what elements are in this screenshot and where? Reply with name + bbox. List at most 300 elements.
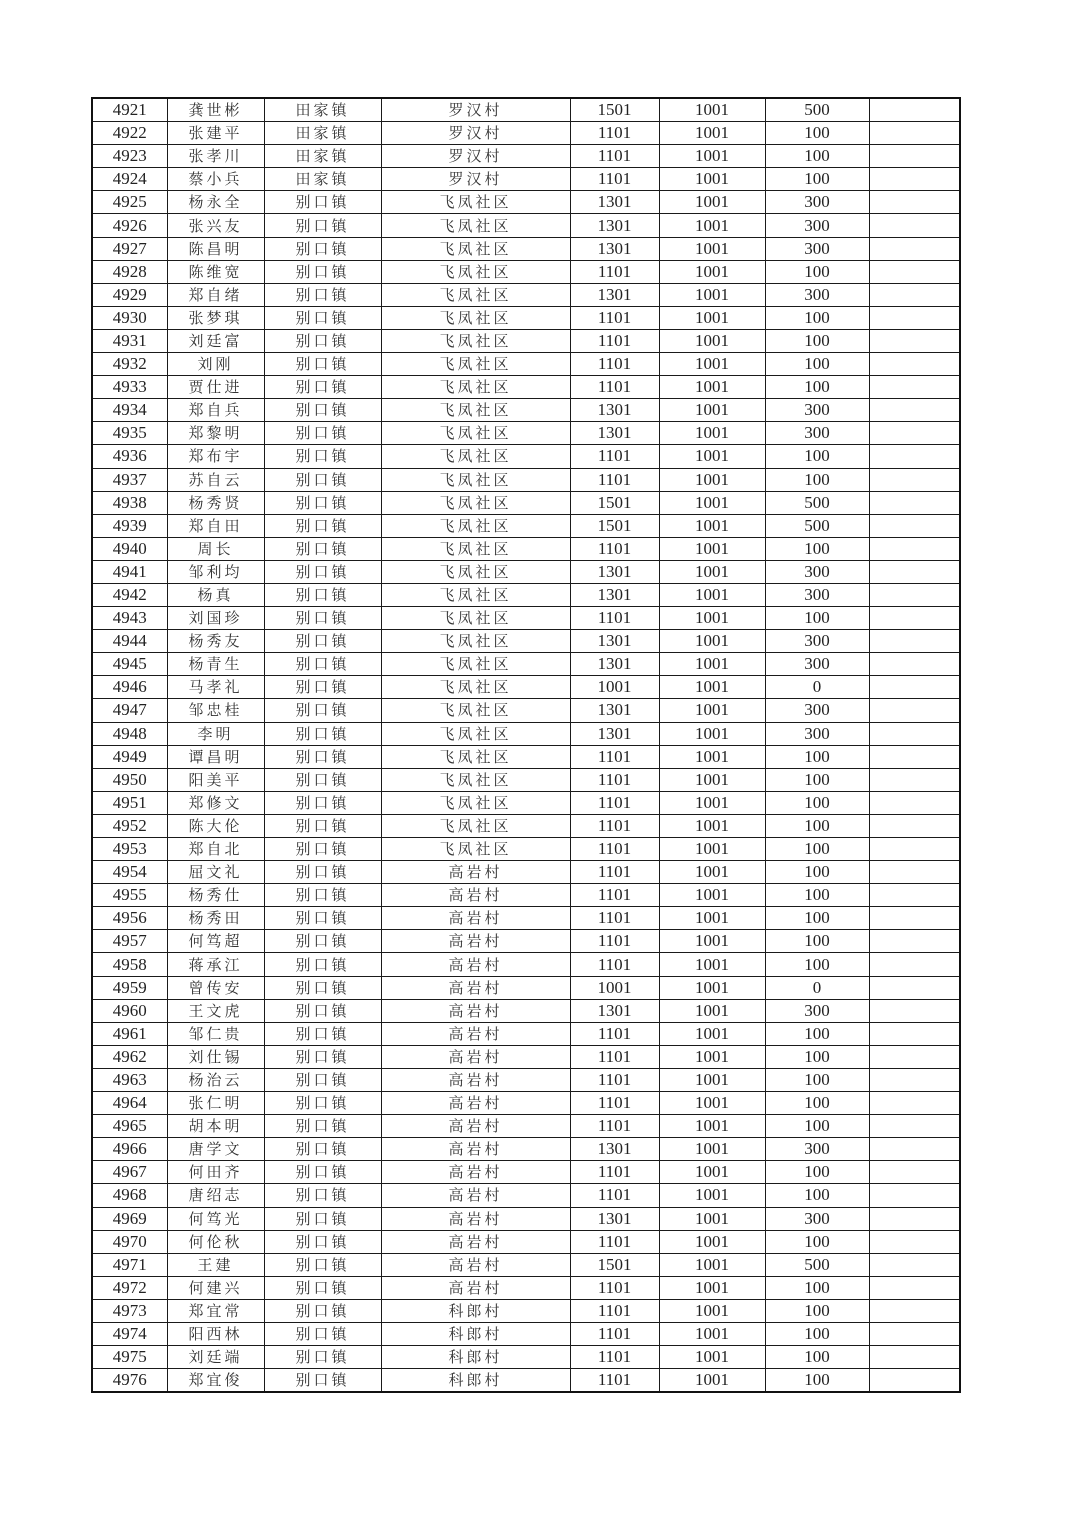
- cell-town: 别口镇: [264, 1161, 381, 1184]
- cell-code-a: 1301: [570, 237, 659, 260]
- cell-code-a: 1101: [570, 838, 659, 861]
- cell-name: 周长: [167, 537, 264, 560]
- cell-id: 4961: [92, 1022, 167, 1045]
- cell-name: 刘国珍: [167, 607, 264, 630]
- cell-remark: [869, 260, 960, 283]
- cell-village: 飞凤社区: [381, 768, 570, 791]
- cell-town: 别口镇: [264, 583, 381, 606]
- cell-town: 田家镇: [264, 122, 381, 145]
- cell-remark: [869, 745, 960, 768]
- table-row: [92, 168, 960, 191]
- cell-village: 飞凤社区: [381, 745, 570, 768]
- cell-code-b: 1001: [659, 399, 765, 422]
- cell-code-b: 1001: [659, 999, 765, 1022]
- cell-name: 杨秀仕: [167, 884, 264, 907]
- cell-village: 飞凤社区: [381, 722, 570, 745]
- cell-name: 杨秀友: [167, 630, 264, 653]
- cell-village: 飞凤社区: [381, 814, 570, 837]
- cell-name: 李明: [167, 722, 264, 745]
- cell-code-a: 1101: [570, 930, 659, 953]
- table-row: [92, 745, 960, 768]
- cell-remark: [869, 838, 960, 861]
- cell-id: 4950: [92, 768, 167, 791]
- cell-remark: [869, 214, 960, 237]
- cell-village: 飞凤社区: [381, 514, 570, 537]
- table-row: [92, 560, 960, 583]
- cell-id: 4921: [92, 98, 167, 122]
- cell-code-b: 1001: [659, 1276, 765, 1299]
- cell-code-b: 1001: [659, 884, 765, 907]
- cell-town: 别口镇: [264, 1322, 381, 1345]
- cell-town: 别口镇: [264, 607, 381, 630]
- cell-name: 张孝川: [167, 145, 264, 168]
- cell-village: 高岩村: [381, 930, 570, 953]
- cell-village: 飞凤社区: [381, 560, 570, 583]
- cell-town: 别口镇: [264, 676, 381, 699]
- cell-village: 高岩村: [381, 1230, 570, 1253]
- cell-code-a: 1301: [570, 191, 659, 214]
- table-row: [92, 237, 960, 260]
- cell-village: 飞凤社区: [381, 653, 570, 676]
- cell-id: 4926: [92, 214, 167, 237]
- cell-code-b: 1001: [659, 930, 765, 953]
- cell-name: 蔡小兵: [167, 168, 264, 191]
- cell-id: 4951: [92, 791, 167, 814]
- cell-code-b: 1001: [659, 1138, 765, 1161]
- cell-amount: 100: [765, 884, 869, 907]
- cell-town: 别口镇: [264, 353, 381, 376]
- cell-remark: [869, 329, 960, 352]
- cell-town: 别口镇: [264, 1138, 381, 1161]
- cell-name: 郑布宇: [167, 445, 264, 468]
- cell-code-a: 1101: [570, 861, 659, 884]
- cell-name: 郑自田: [167, 514, 264, 537]
- cell-code-a: 1101: [570, 168, 659, 191]
- cell-amount: 100: [765, 953, 869, 976]
- cell-remark: [869, 283, 960, 306]
- cell-name: 邹忠桂: [167, 699, 264, 722]
- table-row: [92, 1299, 960, 1322]
- cell-village: 飞凤社区: [381, 838, 570, 861]
- cell-code-a: 1301: [570, 583, 659, 606]
- cell-name: 唐学文: [167, 1138, 264, 1161]
- cell-town: 别口镇: [264, 191, 381, 214]
- cell-remark: [869, 768, 960, 791]
- cell-code-b: 1001: [659, 838, 765, 861]
- table-row: [92, 861, 960, 884]
- cell-amount: 100: [765, 329, 869, 352]
- table-row: [92, 722, 960, 745]
- table-row: [92, 98, 960, 122]
- cell-code-b: 1001: [659, 1207, 765, 1230]
- cell-town: 别口镇: [264, 1369, 381, 1393]
- cell-name: 郑宜常: [167, 1299, 264, 1322]
- cell-remark: [869, 1322, 960, 1345]
- cell-remark: [869, 168, 960, 191]
- cell-code-a: 1101: [570, 953, 659, 976]
- cell-village: 飞凤社区: [381, 399, 570, 422]
- cell-code-b: 1001: [659, 422, 765, 445]
- cell-id: 4927: [92, 237, 167, 260]
- cell-id: 4968: [92, 1184, 167, 1207]
- table-row: [92, 445, 960, 468]
- cell-amount: 0: [765, 976, 869, 999]
- cell-code-b: 1001: [659, 583, 765, 606]
- cell-code-a: 1101: [570, 884, 659, 907]
- cell-remark: [869, 1299, 960, 1322]
- cell-id: 4925: [92, 191, 167, 214]
- cell-name: 刘仕锡: [167, 1045, 264, 1068]
- cell-amount: 100: [765, 1276, 869, 1299]
- table-row: [92, 491, 960, 514]
- table-row: [92, 145, 960, 168]
- table-row: [92, 122, 960, 145]
- cell-name: 郑宜俊: [167, 1369, 264, 1393]
- cell-name: 王文虎: [167, 999, 264, 1022]
- cell-village: 高岩村: [381, 907, 570, 930]
- cell-code-b: 1001: [659, 168, 765, 191]
- cell-code-a: 1101: [570, 1184, 659, 1207]
- cell-village: 高岩村: [381, 999, 570, 1022]
- cell-town: 别口镇: [264, 814, 381, 837]
- cell-amount: 100: [765, 607, 869, 630]
- cell-id: 4972: [92, 1276, 167, 1299]
- cell-town: 田家镇: [264, 168, 381, 191]
- cell-village: 高岩村: [381, 1207, 570, 1230]
- cell-remark: [869, 1138, 960, 1161]
- cell-amount: 100: [765, 1115, 869, 1138]
- cell-town: 别口镇: [264, 768, 381, 791]
- table-row: [92, 791, 960, 814]
- cell-id: 4957: [92, 930, 167, 953]
- cell-code-a: 1101: [570, 1276, 659, 1299]
- cell-name: 邹仁贵: [167, 1022, 264, 1045]
- cell-town: 别口镇: [264, 1346, 381, 1369]
- cell-code-a: 1501: [570, 491, 659, 514]
- cell-name: 张仁明: [167, 1092, 264, 1115]
- cell-town: 别口镇: [264, 306, 381, 329]
- cell-remark: [869, 1161, 960, 1184]
- cell-remark: [869, 953, 960, 976]
- cell-town: 别口镇: [264, 976, 381, 999]
- table-body: [92, 98, 960, 1392]
- cell-village: 高岩村: [381, 1045, 570, 1068]
- cell-id: 4939: [92, 514, 167, 537]
- cell-code-a: 1101: [570, 745, 659, 768]
- cell-village: 罗汉村: [381, 168, 570, 191]
- table-row: [92, 976, 960, 999]
- cell-code-a: 1101: [570, 260, 659, 283]
- cell-town: 别口镇: [264, 422, 381, 445]
- cell-id: 4930: [92, 306, 167, 329]
- cell-name: 郑修文: [167, 791, 264, 814]
- cell-remark: [869, 514, 960, 537]
- cell-code-b: 1001: [659, 329, 765, 352]
- cell-remark: [869, 1276, 960, 1299]
- cell-id: 4923: [92, 145, 167, 168]
- cell-id: 4922: [92, 122, 167, 145]
- cell-id: 4944: [92, 630, 167, 653]
- table-row: [92, 1346, 960, 1369]
- cell-remark: [869, 1184, 960, 1207]
- cell-code-b: 1001: [659, 214, 765, 237]
- cell-town: 别口镇: [264, 214, 381, 237]
- cell-village: 科郎村: [381, 1299, 570, 1322]
- cell-id: 4945: [92, 653, 167, 676]
- table-row: [92, 1045, 960, 1068]
- cell-remark: [869, 145, 960, 168]
- cell-remark: [869, 560, 960, 583]
- cell-town: 别口镇: [264, 260, 381, 283]
- cell-amount: 100: [765, 791, 869, 814]
- cell-id: 4959: [92, 976, 167, 999]
- cell-town: 别口镇: [264, 884, 381, 907]
- cell-name: 杨秀田: [167, 907, 264, 930]
- cell-town: 别口镇: [264, 537, 381, 560]
- cell-amount: 100: [765, 122, 869, 145]
- cell-code-a: 1501: [570, 1253, 659, 1276]
- cell-id: 4969: [92, 1207, 167, 1230]
- cell-village: 飞凤社区: [381, 237, 570, 260]
- cell-code-a: 1001: [570, 676, 659, 699]
- cell-name: 杨治云: [167, 1068, 264, 1091]
- cell-code-b: 1001: [659, 861, 765, 884]
- cell-town: 田家镇: [264, 98, 381, 122]
- cell-amount: 100: [765, 1322, 869, 1345]
- cell-code-b: 1001: [659, 560, 765, 583]
- cell-remark: [869, 191, 960, 214]
- cell-amount: 100: [765, 537, 869, 560]
- cell-town: 别口镇: [264, 491, 381, 514]
- cell-amount: 300: [765, 1138, 869, 1161]
- cell-id: 4948: [92, 722, 167, 745]
- cell-id: 4956: [92, 907, 167, 930]
- cell-village: 高岩村: [381, 1161, 570, 1184]
- cell-remark: [869, 814, 960, 837]
- cell-village: 科郎村: [381, 1369, 570, 1393]
- cell-village: 高岩村: [381, 1068, 570, 1091]
- cell-amount: 500: [765, 1253, 869, 1276]
- cell-id: 4976: [92, 1369, 167, 1393]
- cell-town: 别口镇: [264, 907, 381, 930]
- cell-amount: 100: [765, 376, 869, 399]
- cell-code-b: 1001: [659, 122, 765, 145]
- cell-town: 别口镇: [264, 791, 381, 814]
- cell-code-b: 1001: [659, 445, 765, 468]
- cell-amount: 500: [765, 98, 869, 122]
- cell-village: 飞凤社区: [381, 699, 570, 722]
- cell-remark: [869, 699, 960, 722]
- cell-id: 4974: [92, 1322, 167, 1345]
- cell-town: 别口镇: [264, 838, 381, 861]
- cell-remark: [869, 907, 960, 930]
- table-row: [92, 468, 960, 491]
- cell-name: 何田齐: [167, 1161, 264, 1184]
- cell-id: 4946: [92, 676, 167, 699]
- cell-remark: [869, 653, 960, 676]
- cell-name: 刘廷富: [167, 329, 264, 352]
- cell-name: 曾传安: [167, 976, 264, 999]
- cell-amount: 100: [765, 1346, 869, 1369]
- cell-village: 飞凤社区: [381, 260, 570, 283]
- cell-remark: [869, 376, 960, 399]
- cell-town: 别口镇: [264, 861, 381, 884]
- cell-village: 飞凤社区: [381, 537, 570, 560]
- table-row: [92, 653, 960, 676]
- cell-code-a: 1101: [570, 306, 659, 329]
- cell-name: 贾仕进: [167, 376, 264, 399]
- cell-village: 飞凤社区: [381, 306, 570, 329]
- cell-code-a: 1101: [570, 1161, 659, 1184]
- cell-code-a: 1101: [570, 1045, 659, 1068]
- cell-town: 别口镇: [264, 376, 381, 399]
- cell-amount: 300: [765, 999, 869, 1022]
- cell-code-a: 1301: [570, 283, 659, 306]
- cell-amount: 100: [765, 306, 869, 329]
- cell-remark: [869, 353, 960, 376]
- cell-town: 别口镇: [264, 930, 381, 953]
- cell-village: 飞凤社区: [381, 214, 570, 237]
- table-row: [92, 283, 960, 306]
- cell-amount: 100: [765, 260, 869, 283]
- cell-id: 4934: [92, 399, 167, 422]
- cell-name: 杨秀贤: [167, 491, 264, 514]
- cell-town: 别口镇: [264, 699, 381, 722]
- cell-town: 别口镇: [264, 1184, 381, 1207]
- cell-village: 高岩村: [381, 861, 570, 884]
- cell-town: 别口镇: [264, 1022, 381, 1045]
- cell-code-b: 1001: [659, 653, 765, 676]
- cell-amount: 500: [765, 491, 869, 514]
- cell-village: 罗汉村: [381, 122, 570, 145]
- cell-amount: 100: [765, 838, 869, 861]
- cell-code-b: 1001: [659, 1253, 765, 1276]
- cell-amount: 300: [765, 722, 869, 745]
- table-row: [92, 514, 960, 537]
- table-row: [92, 838, 960, 861]
- table-row: [92, 214, 960, 237]
- cell-town: 别口镇: [264, 514, 381, 537]
- cell-id: 4932: [92, 353, 167, 376]
- cell-remark: [869, 884, 960, 907]
- cell-amount: 100: [765, 861, 869, 884]
- cell-village: 飞凤社区: [381, 468, 570, 491]
- cell-id: 4964: [92, 1092, 167, 1115]
- cell-name: 胡本明: [167, 1115, 264, 1138]
- cell-town: 别口镇: [264, 445, 381, 468]
- table-row: [92, 1022, 960, 1045]
- cell-code-b: 1001: [659, 1299, 765, 1322]
- cell-id: 4971: [92, 1253, 167, 1276]
- cell-amount: 100: [765, 1184, 869, 1207]
- cell-name: 蒋承江: [167, 953, 264, 976]
- cell-id: 4975: [92, 1346, 167, 1369]
- cell-amount: 300: [765, 399, 869, 422]
- cell-id: 4960: [92, 999, 167, 1022]
- cell-code-a: 1501: [570, 98, 659, 122]
- cell-name: 郑自兵: [167, 399, 264, 422]
- cell-id: 4933: [92, 376, 167, 399]
- cell-id: 4928: [92, 260, 167, 283]
- cell-id: 4949: [92, 745, 167, 768]
- cell-name: 何建兴: [167, 1276, 264, 1299]
- cell-town: 别口镇: [264, 745, 381, 768]
- cell-name: 陈大伦: [167, 814, 264, 837]
- cell-amount: 100: [765, 353, 869, 376]
- cell-remark: [869, 583, 960, 606]
- table-row: [92, 1184, 960, 1207]
- cell-town: 别口镇: [264, 399, 381, 422]
- cell-code-a: 1101: [570, 122, 659, 145]
- cell-town: 别口镇: [264, 468, 381, 491]
- cell-code-a: 1301: [570, 699, 659, 722]
- cell-code-b: 1001: [659, 306, 765, 329]
- cell-name: 陈昌明: [167, 237, 264, 260]
- cell-code-b: 1001: [659, 745, 765, 768]
- cell-village: 罗汉村: [381, 98, 570, 122]
- cell-village: 高岩村: [381, 1022, 570, 1045]
- cell-village: 飞凤社区: [381, 353, 570, 376]
- cell-village: 高岩村: [381, 1253, 570, 1276]
- cell-village: 飞凤社区: [381, 607, 570, 630]
- table-row: [92, 1092, 960, 1115]
- cell-amount: 300: [765, 283, 869, 306]
- cell-town: 别口镇: [264, 1253, 381, 1276]
- cell-remark: [869, 422, 960, 445]
- cell-remark: [869, 1369, 960, 1393]
- table-row: [92, 907, 960, 930]
- table-row: [92, 768, 960, 791]
- cell-code-a: 1301: [570, 214, 659, 237]
- cell-remark: [869, 930, 960, 953]
- cell-name: 郑自绪: [167, 283, 264, 306]
- cell-code-b: 1001: [659, 1346, 765, 1369]
- cell-code-b: 1001: [659, 791, 765, 814]
- cell-village: 科郎村: [381, 1346, 570, 1369]
- table-row: [92, 1253, 960, 1276]
- cell-id: 4955: [92, 884, 167, 907]
- data-table: [91, 97, 961, 1393]
- cell-amount: 100: [765, 168, 869, 191]
- cell-name: 郑自北: [167, 838, 264, 861]
- table-row: [92, 999, 960, 1022]
- cell-code-a: 1101: [570, 1092, 659, 1115]
- cell-amount: 100: [765, 468, 869, 491]
- cell-code-b: 1001: [659, 145, 765, 168]
- cell-amount: 300: [765, 1207, 869, 1230]
- cell-amount: 100: [765, 145, 869, 168]
- cell-code-a: 1101: [570, 1299, 659, 1322]
- table-row: [92, 399, 960, 422]
- cell-town: 别口镇: [264, 1230, 381, 1253]
- cell-amount: 100: [765, 1161, 869, 1184]
- cell-code-a: 1301: [570, 560, 659, 583]
- cell-code-b: 1001: [659, 237, 765, 260]
- cell-name: 杨永全: [167, 191, 264, 214]
- cell-village: 高岩村: [381, 884, 570, 907]
- cell-id: 4966: [92, 1138, 167, 1161]
- cell-code-b: 1001: [659, 1322, 765, 1345]
- table-row: [92, 353, 960, 376]
- cell-name: 唐绍志: [167, 1184, 264, 1207]
- cell-village: 飞凤社区: [381, 422, 570, 445]
- cell-name: 杨真: [167, 583, 264, 606]
- cell-code-b: 1001: [659, 1369, 765, 1393]
- cell-remark: [869, 98, 960, 122]
- cell-code-b: 1001: [659, 514, 765, 537]
- cell-town: 别口镇: [264, 1068, 381, 1091]
- table-row: [92, 676, 960, 699]
